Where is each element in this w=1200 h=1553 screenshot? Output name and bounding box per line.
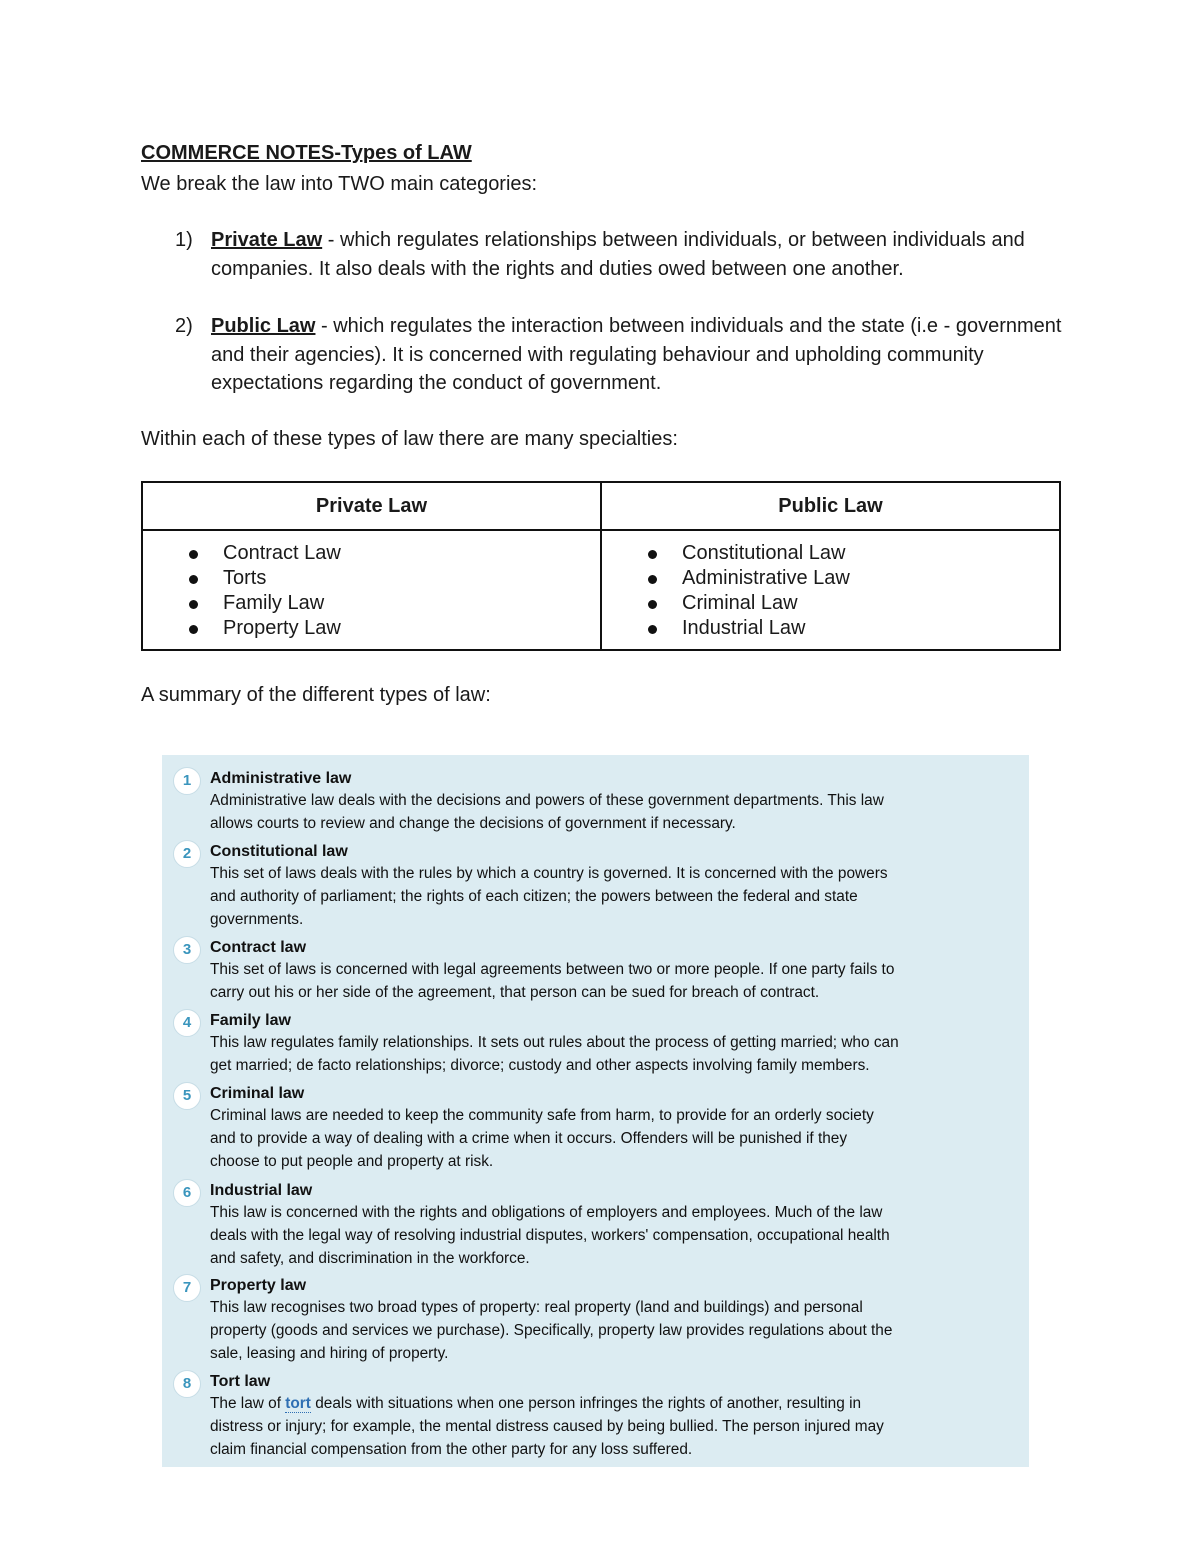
category-text: - which regulates the interaction between individuals and the state (i.e - government and their agencies). It is concerned with regulating behaviour and upholding community expectations regarding the conduct of government.	[211, 315, 1062, 394]
page-title: COMMERCE NOTES-Types of LAW	[141, 142, 472, 164]
entry-text	[210, 1083, 1010, 1173]
number-badge: 2	[173, 840, 201, 868]
entry-line: choose to put people and property at risk.	[210, 1152, 494, 1170]
bullet-icon	[648, 600, 657, 609]
list-item	[602, 591, 1059, 616]
entry-title: Constitutional law	[210, 843, 348, 860]
list-item-label: Torts	[223, 567, 267, 589]
entry-text	[210, 841, 1010, 931]
entry-text	[210, 1180, 1010, 1270]
entry-title: Family law	[210, 1012, 291, 1029]
entry-line: sale, leasing and hiring of property.	[210, 1344, 449, 1362]
specialties-intro: Within each of these types of law there are many specialties:	[141, 428, 678, 450]
number-badge: 7	[173, 1274, 201, 1302]
bullet-icon	[648, 625, 657, 634]
number-badge: 8	[173, 1370, 201, 1398]
entry-line-text: The law of	[210, 1395, 286, 1412]
number-badge: 5	[173, 1082, 201, 1110]
number-badge: 1	[173, 767, 201, 795]
category-term: Public Law	[211, 315, 316, 337]
bullet-icon	[648, 550, 657, 559]
entry-title: Administrative law	[210, 770, 352, 787]
category-body	[211, 226, 1075, 283]
law-specialties-table	[141, 481, 1061, 651]
list-item	[143, 541, 600, 566]
category-number: 1)	[175, 229, 193, 251]
table-header-public: Public Law	[601, 482, 1060, 530]
number-badge: 3	[173, 936, 201, 964]
bullet-icon	[189, 575, 198, 584]
entry-line: and safety, and discrimination in the workforce.	[210, 1249, 530, 1267]
category-text: - which regulates relationships between individuals, or between individuals and companies. It also deals with the rights and duties owed between one another.	[211, 229, 1025, 280]
entry-title: Criminal law	[210, 1085, 305, 1102]
list-item	[143, 566, 600, 591]
list-item-label: Industrial Law	[682, 617, 806, 639]
entry-line: get married; de facto relationships; divorce; custody and other aspects involving family members.	[210, 1056, 870, 1074]
list-item	[602, 616, 1059, 641]
list-item-label: Administrative Law	[682, 567, 850, 589]
summary-intro: A summary of the different types of law:	[141, 684, 491, 706]
entry-title: Contract law	[210, 939, 307, 956]
entry-line: carry out his or her side of the agreement, that person can be sued for breach of contract.	[210, 983, 820, 1001]
category-body	[211, 312, 1075, 398]
entry-line: This law regulates family relationships. It sets out rules about the process of getting married; who can	[210, 1034, 899, 1051]
entry-text	[210, 1275, 1010, 1365]
list-item-label: Property Law	[223, 617, 341, 639]
list-item-label: Family Law	[223, 592, 325, 614]
public-law-list	[602, 541, 1059, 641]
bullet-icon	[648, 575, 657, 584]
entry-line: governments.	[210, 910, 304, 928]
entry-title: Property law	[210, 1277, 307, 1294]
bullet-icon	[189, 600, 198, 609]
category-public	[175, 312, 1075, 398]
entry-line: This law is concerned with the rights and obligations of employers and employees. Much of the law	[210, 1204, 883, 1221]
private-law-list	[143, 541, 600, 641]
entry-text	[210, 768, 1010, 836]
category-term: Private Law	[211, 229, 323, 251]
entry-title: Industrial law	[210, 1182, 313, 1199]
entry-line: deals with the legal way of resolving industrial disputes, workers' compensation, occupational health	[210, 1226, 890, 1244]
private-law-cell	[142, 530, 601, 650]
list-item	[602, 541, 1059, 566]
entry-text	[210, 1010, 1010, 1078]
table-header-private: Private Law	[142, 482, 601, 530]
entry-text	[210, 1371, 1010, 1461]
entry-line: property (goods and services we purchase). Specifically, property law provides regulations about the	[210, 1321, 893, 1339]
list-item	[602, 566, 1059, 591]
category-private	[175, 226, 1075, 283]
tort-glossary-link[interactable]: tort	[285, 1395, 311, 1412]
list-item	[143, 591, 600, 616]
entry-line: allows courts to review and change the decisions of government if necessary.	[210, 814, 736, 832]
list-item-label: Contract Law	[223, 542, 341, 564]
summary-image	[162, 755, 1029, 1467]
entry-line: This law recognises two broad types of property: real property (land and buildings) and personal	[210, 1299, 863, 1316]
number-badge: 6	[173, 1179, 201, 1207]
number-badge: 4	[173, 1009, 201, 1037]
entry-line: and authority of parliament; the rights of each citizen; the powers between the federal and state	[210, 887, 858, 905]
list-item	[143, 616, 600, 641]
list-item-label: Constitutional Law	[682, 542, 846, 564]
entry-line: Administrative law deals with the decisions and powers of these government departments. This law	[210, 792, 884, 809]
entry-title: Tort law	[210, 1373, 271, 1390]
entry-line: This set of laws is concerned with legal agreements between two or more people. If one party fails to	[210, 961, 895, 978]
entry-line: claim financial compensation from the other party for any loss suffered.	[210, 1440, 693, 1458]
entry-line: distress or injury; for example, the mental distress caused by being bullied. The person injured may	[210, 1417, 884, 1435]
bullet-icon	[189, 550, 198, 559]
list-item-label: Criminal Law	[682, 592, 798, 614]
intro-paragraph: We break the law into TWO main categories:	[141, 173, 538, 195]
entry-text	[210, 937, 1010, 1005]
bullet-icon	[189, 625, 198, 634]
entry-line-text: deals with situations when one person infringes the rights of another, resulting in	[310, 1395, 862, 1412]
category-number: 2)	[175, 315, 193, 337]
public-law-cell	[601, 530, 1060, 650]
entry-line: Criminal laws are needed to keep the community safe from harm, to provide for an orderly society	[210, 1107, 874, 1124]
entry-line: This set of laws deals with the rules by which a country is governed. It is concerned with the powers	[210, 865, 888, 882]
table-row	[142, 530, 1060, 650]
entry-line: and to provide a way of dealing with a crime when it occurs. Offenders will be punished if they	[210, 1129, 848, 1147]
entry-line	[210, 1393, 1010, 1416]
table-header-row	[142, 482, 1060, 530]
